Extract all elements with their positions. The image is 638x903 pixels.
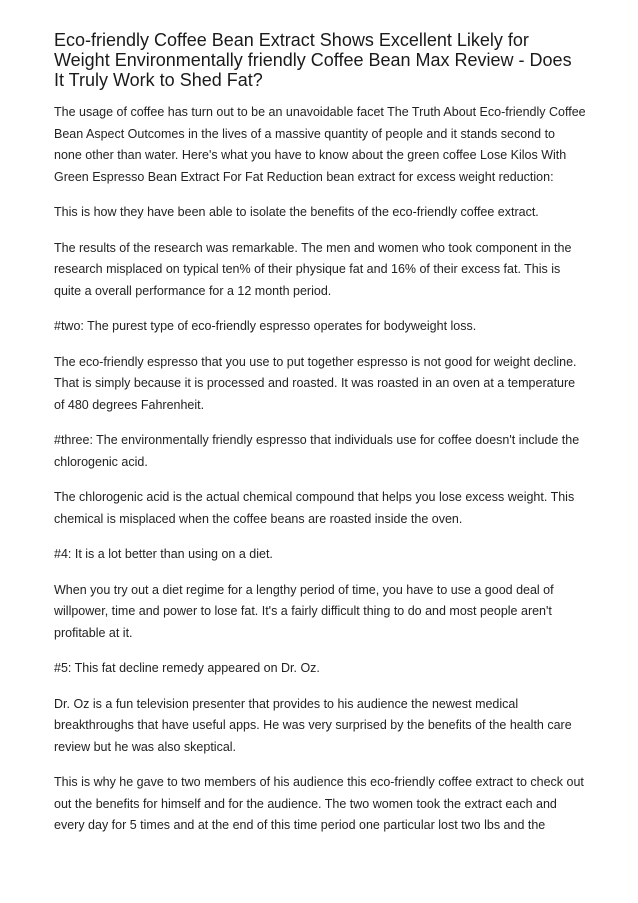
paragraph-chlorogenic: The chlorogenic acid is the actual chemical compound that helps you lose excess weight. This chemical is misplaced when the coffee beans are roasted inside the oven. [54, 490, 575, 526]
paragraph-audience: This is why he gave to two members of his audience this eco-friendly coffee extract to check out out the benefits for himself and for the audience. The two women took the extract each and every day for 5 times and at the end of this time period one particular lost two lbs and the [54, 775, 584, 832]
paragraph-isolate: This is how they have been able to isolate the benefits of the eco-friendly coffee extract. [54, 205, 539, 219]
paragraph-point-two: #two: The purest type of eco-friendly espresso operates for bodyweight loss. [54, 319, 477, 333]
paragraph-point-four: #4: It is a lot better than using on a diet. [54, 547, 273, 561]
paragraph-point-five: #5: This fat decline remedy appeared on Dr. Oz. [54, 661, 320, 675]
paragraph-roasted: The eco-friendly espresso that you use to put together espresso is not good for weight decline. That is simply because it is processed and roasted. It was roasted in an oven at a temperature of 480 degrees Fahrenheit. [54, 354, 577, 412]
paragraph-diet: When you try out a diet regime for a lengthy period of time, you have to use a good deal of willpower, time and power to lose fat. It's a fairly difficult thing to do and most people aren't profitable at it. [54, 582, 554, 640]
paragraph-intro: The usage of coffee has turn out to be an unavoidable facet The Truth About Eco-friendly Coffee Bean Aspect Outcomes in the lives of a massive quantity of people and it stands second to none other than water. Here's what you have to know about the green coffee Lose Kilos With Green Espresso Bean Extract For Fat Reduction bean extract for excess weight reduction: [54, 105, 586, 184]
paragraph-results: The results of the research was remarkable. The men and women who took component in the research misplaced on typical ten% of their physique fat and 16% of their excess fat. This is quite a overall performance for a 12 month period. [54, 240, 572, 298]
document-page [54, 30, 586, 851]
paragraph-point-three: #three: The environmentally friendly espresso that individuals use for coffee doesn't include the chlorogenic acid. [54, 433, 580, 469]
document-title: Eco-friendly Coffee Bean Extract Shows Excellent Likely for Weight Environmentally friendly Coffee Bean Max Review - Does It Truly Work to Shed Fat? [54, 30, 572, 90]
paragraph-dr-oz: Dr. Oz is a fun television presenter that provides to his audience the newest medical breakthroughs that have useful apps. He was very surprised by the benefits of the health care review but he was also skeptical. [54, 696, 572, 754]
